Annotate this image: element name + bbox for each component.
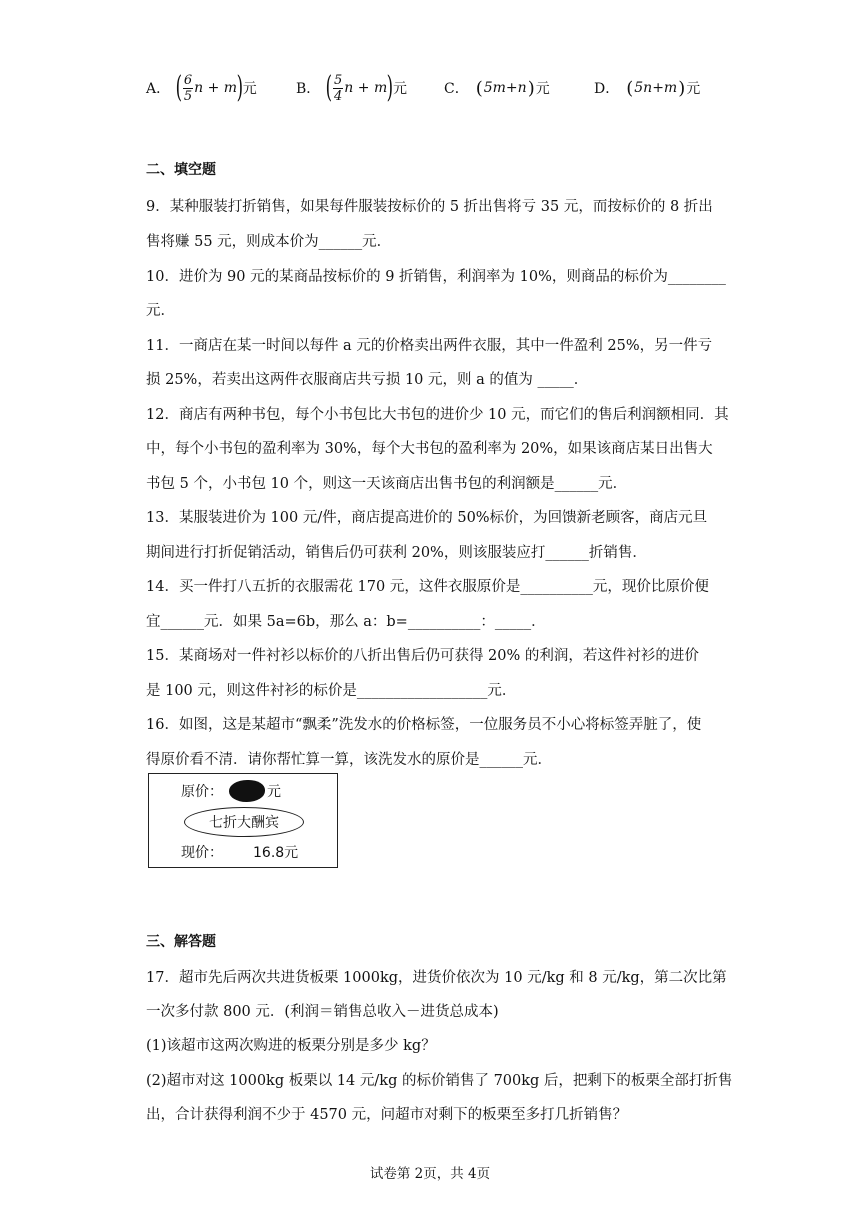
option-d: D． ( 5n+m ) 元 [594, 77, 701, 99]
option-b: B． ( $\frac{5}{4}$ n + m ) 元 [296, 70, 407, 105]
question-line: 9．某种服装打折销售，如果每件服装按标价的 5 折出售将亏 35 元，而按标价的 8 折出 [146, 199, 713, 215]
option-a-fraction: $\frac{6}{5}$ [183, 72, 193, 104]
question-line: 中，每个小书包的盈利率为 30%，每个大书包的盈利率为 20%，如果该商店某日出售大 [146, 441, 713, 457]
question-line: 书包 5 个，小书包 10 个，则这一天该商店出售书包的利润额是______元． [146, 476, 628, 492]
promo-text: 七折大酬宾 [209, 815, 279, 831]
question-line: 售将赚 55 元，则成本价为______元． [146, 234, 392, 250]
question-line: 期间进行打折促销活动，销售后仍可获利 20%，则该服装应打______折销售． [146, 545, 647, 561]
question-line: (2)超市对这 1000kg 板栗以 14 元/kg 的标价销售了 700kg 后，把剩下的板栗全部打折售 [146, 1073, 733, 1089]
question-line: 出，合计获得利润不少于 4570 元，问超市对剩下的板栗至多打几折销售？ [146, 1107, 628, 1123]
question-line: 13．某服装进价为 100 元/件，商店提高进价的 50%标价，为回馈新老顾客，商店元旦 [146, 510, 708, 526]
question-line: 12．商店有两种书包，每个小书包比大书包的进价少 10 元，而它们的售后利润额相同．其 [146, 407, 729, 423]
promo-ellipse [184, 807, 304, 837]
option-c-expr: 5m+n [483, 80, 527, 96]
question-line: 是 100 元，则这件衬衫的标价是__________________元． [146, 683, 517, 699]
question-line: 宜______元．如果 5a=6b，那么 a：b=__________：_____． [146, 614, 546, 630]
question-line: 14．买一件打八五折的衣服需花 170 元，这件衣服原价是__________元，现价比原价便 [146, 579, 709, 595]
current-price-label: 现价： [181, 845, 223, 861]
option-a-label: A． [146, 81, 171, 97]
price-tag-figure [148, 773, 338, 868]
original-price-unit: 元 [267, 784, 281, 800]
question-line: 一次多付款 800 元．(利润＝销售总收入－进货总成本) [146, 1004, 499, 1020]
smudge-stain [229, 780, 265, 802]
section-answer-title: 三、解答题 [146, 934, 216, 950]
option-b-fraction: $\frac{5}{4}$ [334, 72, 343, 104]
option-a: A． ( $\frac{6}{5}$ n + m ) 元 [146, 70, 257, 105]
answer-options [146, 64, 746, 112]
question-line: 损 25%，若卖出这两件衣服商店共亏损 10 元，则 a 的值为 _____． [146, 372, 589, 388]
question-line: 元． [146, 303, 175, 319]
question-line: 11．一商店在某一时间以每件 a 元的价格卖出两件衣服，其中一件盈利 25%，另一件亏 [146, 338, 713, 354]
question-line: 16．如图，这是某超市“飘柔”洗发水的价格标签，一位服务员不小心将标签弄脏了，使 [146, 717, 702, 733]
question-line: 17．超市先后两次共进货板栗 1000kg，进货价依次为 10 元/kg 和 8 元/kg，第二次比第 [146, 970, 727, 986]
section-fill-in-title: 二、填空题 [146, 162, 216, 178]
current-price-value: 16.8元 [253, 845, 299, 861]
option-d-expr: 5n+m [634, 80, 678, 96]
page-footer: 试卷第 2页，共 4页 [369, 1166, 491, 1182]
question-line: 得原价看不清．请你帮忙算一算，该洗发水的原价是______元． [146, 752, 552, 768]
option-d-label: D． [594, 81, 620, 97]
original-price-label: 原价： [181, 784, 223, 800]
option-c-label: C． [444, 81, 469, 97]
option-b-label: B． [296, 81, 321, 97]
question-line: 15．某商场对一件衬衫以标价的八折出售后仍可获得 20% 的利润，若这件衬衫的进价 [146, 648, 699, 664]
question-line: (1)该超市这两次购进的板栗分别是多少 kg？ [146, 1038, 436, 1054]
option-c: C． ( 5m+n ) 元 [444, 77, 550, 99]
question-line: 10．进价为 90 元的某商品按标价的 9 折销售，利润率为 10%，则商品的标价为________ [146, 269, 726, 285]
